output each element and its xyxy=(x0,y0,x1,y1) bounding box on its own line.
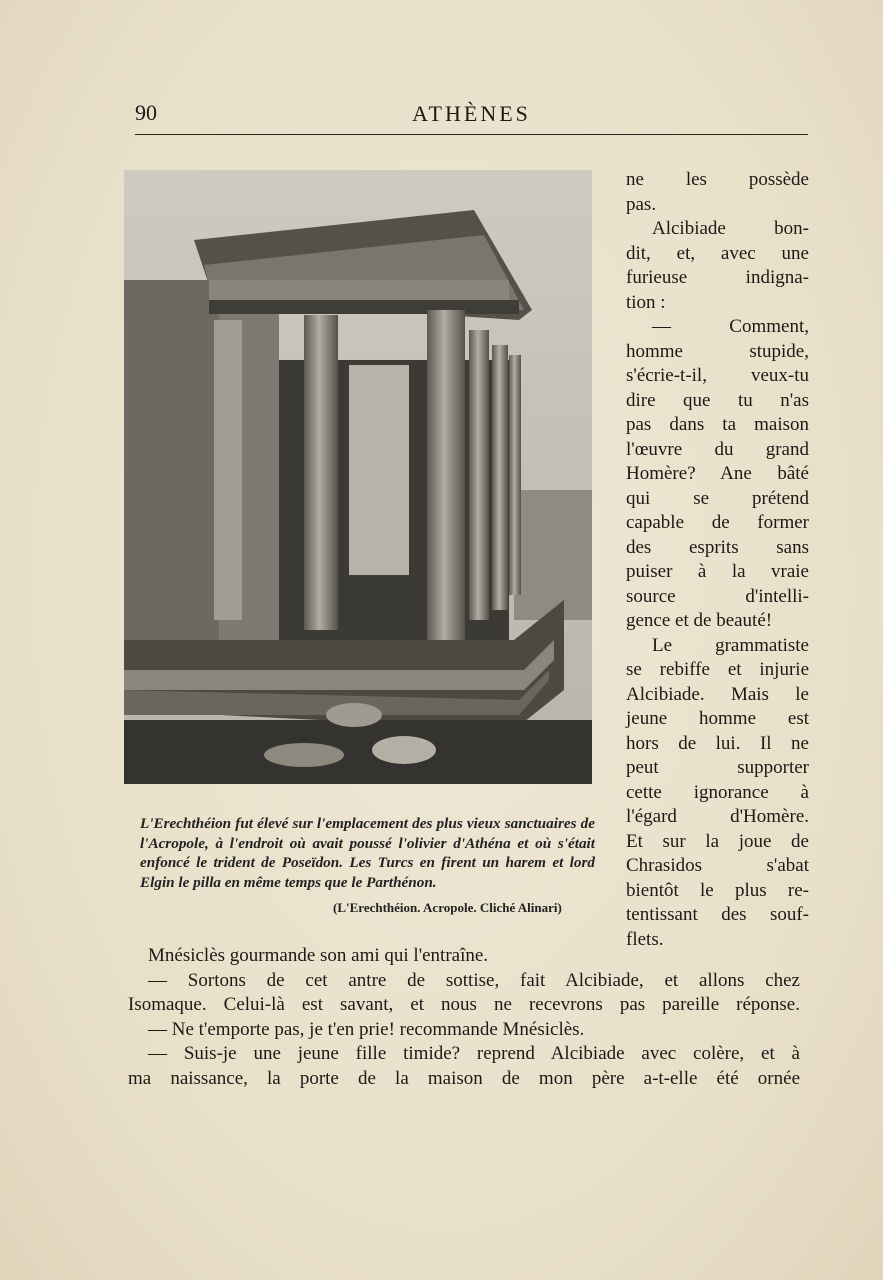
text-line: Le grammatiste xyxy=(652,634,809,656)
text-line: — Ne t'emporte pas, je t'en prie! recommande Mnésiclès. xyxy=(148,1018,585,1040)
text-line: Mnésiclès gourmande son ami qui l'entraîne. xyxy=(148,945,489,966)
full-width-text xyxy=(128,944,800,1091)
text-line: ne les possède xyxy=(626,169,809,190)
text-line: pas. xyxy=(626,193,657,215)
text-line: se rebiffe et injurie xyxy=(626,659,809,680)
text-line: des esprits sans xyxy=(626,536,809,558)
erechtheion-photograph xyxy=(124,170,592,784)
photo-credit: (L'Erechthéion. Acropole. Cliché Alinari) xyxy=(333,900,562,915)
text-line: Alcibiade bon- xyxy=(652,218,809,239)
text-line: tentissant des souf- xyxy=(626,904,809,925)
running-title: ATHÈNES xyxy=(412,101,531,126)
text-line: puiser à la vraie xyxy=(626,561,809,582)
text-line: capable de former xyxy=(626,512,809,533)
text-line: Isomaque. Celui-là est savant, et nous ne recevrons pas pareille réponse. xyxy=(128,994,800,1015)
text-line: peut supporter xyxy=(626,757,809,778)
text-line: Et sur la joue de xyxy=(626,830,809,852)
text-line: gence et de beauté! xyxy=(626,610,773,631)
side-column-text xyxy=(626,168,809,952)
text-line: tion : xyxy=(626,291,666,313)
text-line: furieuse indigna- xyxy=(626,267,809,288)
page-header xyxy=(135,100,808,135)
text-line: — Suis-je une jeune fille timide? reprend Alcibiade avec colère, et à xyxy=(148,1043,800,1064)
page-number: 90 xyxy=(135,100,157,125)
text-line: — Sortons de cet antre de sottise, fait Alcibiade, et allons chez xyxy=(148,969,800,991)
text-line: Homère? Ane bâté xyxy=(626,463,809,484)
text-line: l'égard d'Homère. xyxy=(626,806,809,827)
text-line: flets. xyxy=(626,928,664,950)
text-line: Alcibiade. Mais le xyxy=(626,683,809,705)
text-line: dire que tu n'as xyxy=(626,389,809,411)
text-line: s'écrie-t-il, veux-tu xyxy=(626,365,809,386)
text-line: cette ignorance à xyxy=(626,781,809,803)
text-line: hors de lui. Il ne xyxy=(626,732,809,754)
text-line: source d'intelli- xyxy=(626,585,809,607)
text-line: homme stupide, xyxy=(626,340,809,362)
text-line: Chrasidos s'abat xyxy=(626,855,809,876)
figure-caption: L'Erechthéion fut élevé sur l'emplacement des plus vieux sanctuaires de l'Acropole, à l'endroit où avait poussé l'olivier d'Athéna et où s'était enfoncé le trident de Poseïdon. Les Turcs en firent un harem et lord Elgin le pilla en même temps que le Parthénon. xyxy=(140,815,595,891)
text-line: qui se prétend xyxy=(626,487,809,509)
text-line: pas dans ta maison xyxy=(626,414,809,435)
text-line: bientôt le plus re- xyxy=(626,879,809,901)
text-line: jeune homme est xyxy=(626,708,809,729)
text-line: ma naissance, la porte de la maison de mon père a-t-elle été ornée xyxy=(128,1067,800,1089)
text-line: l'œuvre du grand xyxy=(626,438,809,460)
text-line: — Comment, xyxy=(652,316,809,337)
text-line: dit, et, avec une xyxy=(626,242,809,264)
